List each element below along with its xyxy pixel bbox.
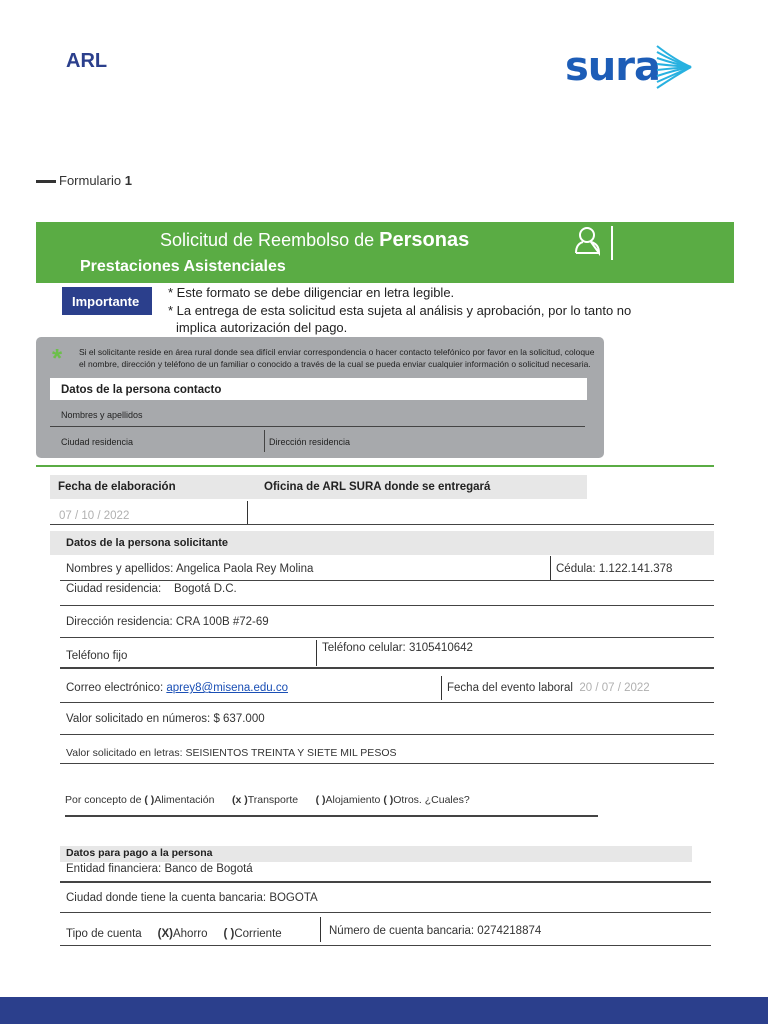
corriente-label: Corriente bbox=[234, 928, 282, 940]
divider bbox=[60, 945, 711, 946]
correo-link[interactable]: aprey8@misena.edu.co bbox=[166, 682, 288, 694]
cedula-field[interactable]: Cédula: 1.122.141.378 bbox=[556, 563, 673, 575]
divider bbox=[320, 917, 321, 942]
contact-address-field[interactable]: Dirección residencia bbox=[269, 437, 351, 447]
banner-subtitle: Prestaciones Asistenciales bbox=[80, 258, 286, 275]
fecha-evento-value: 20 / 07 / 2022 bbox=[579, 682, 650, 694]
oficina-label: Oficina de ARL SURA donde se entregará bbox=[264, 481, 491, 493]
sura-wing-icon bbox=[655, 42, 695, 92]
important-note-2: * La entrega de esta solicitud esta sujeta al análisis y aprobación, por lo tanto no bbox=[168, 303, 632, 318]
numero-cuenta-field[interactable]: Número de cuenta bancaria: 0274218874 bbox=[329, 925, 542, 937]
tipo-cuenta-row bbox=[66, 928, 282, 940]
correo-field[interactable] bbox=[66, 682, 288, 694]
ahorro-label: Ahorro bbox=[172, 928, 208, 940]
banner-title-emph: Personas bbox=[379, 229, 470, 251]
direccion-field[interactable]: Dirección residencia: CRA 100B #72-69 bbox=[66, 616, 269, 628]
tipo-cuenta-label: Tipo de cuenta bbox=[66, 928, 142, 940]
pago-title: Datos para pago a la persona bbox=[66, 847, 213, 859]
divider bbox=[60, 580, 714, 581]
banner-title bbox=[160, 229, 469, 252]
fecha-evento-field[interactable] bbox=[447, 682, 650, 694]
divider bbox=[60, 912, 711, 913]
contact-names-field[interactable]: Nombres y apellidos bbox=[61, 410, 143, 420]
alojamiento-label: Alojamiento bbox=[325, 794, 381, 806]
contact-section-title: Datos de la persona contacto bbox=[61, 384, 222, 396]
nombres-field[interactable]: Nombres y apellidos: Angelica Paola Rey Molina bbox=[66, 563, 314, 575]
entidad-field[interactable]: Entidad financiera: Banco de Bogotá bbox=[66, 863, 253, 875]
important-tag: Importante bbox=[62, 287, 152, 315]
otros-checkbox[interactable]: ( ) bbox=[383, 794, 394, 806]
alimentacion-checkbox[interactable]: ( ) bbox=[144, 794, 155, 806]
alimentacion-label: Alimentación bbox=[154, 794, 215, 806]
solicitante-title: Datos de la persona solicitante bbox=[66, 537, 228, 549]
transporte-checkbox[interactable]: (x ) bbox=[231, 794, 248, 806]
divider bbox=[50, 426, 585, 427]
corriente-checkbox[interactable]: ( ) bbox=[223, 928, 235, 940]
important-note-3: implica autorización del pago. bbox=[176, 320, 348, 335]
arl-label: ARL bbox=[66, 50, 108, 72]
ciudad-label: Ciudad residencia: bbox=[66, 583, 162, 595]
divider bbox=[60, 881, 711, 883]
divider bbox=[60, 702, 714, 703]
form-prefix: Formulario bbox=[59, 173, 122, 188]
sura-logo bbox=[565, 40, 700, 95]
concepto-label: Por concepto de bbox=[65, 794, 142, 806]
fecha-label: Fecha de elaboración bbox=[58, 481, 176, 493]
valor-numeros-field[interactable]: Valor solicitado en números: $ 637.000 bbox=[66, 713, 265, 725]
form-number bbox=[36, 173, 132, 188]
ahorro-checkbox[interactable]: (X) bbox=[157, 928, 173, 940]
telefono-fijo-field[interactable]: Teléfono fijo bbox=[66, 650, 128, 662]
form-number-value: 1 bbox=[124, 173, 132, 188]
divider bbox=[316, 640, 317, 666]
fecha-evento-label: Fecha del evento laboral bbox=[447, 682, 573, 694]
otros-label: Otros. ¿Cuales? bbox=[393, 794, 470, 806]
contact-city-field[interactable]: Ciudad residencia bbox=[61, 437, 134, 447]
divider bbox=[60, 763, 714, 764]
divider bbox=[65, 815, 598, 817]
green-divider bbox=[36, 465, 714, 467]
divider bbox=[441, 676, 442, 700]
rural-note-line1: Si el solicitante reside en área rural donde sea difícil enviar correspondencia o hacer contacto telefónico por favor en la solicitud, coloque bbox=[79, 347, 595, 357]
footer-bar bbox=[0, 997, 768, 1024]
divider bbox=[264, 430, 265, 452]
telefono-celular-field[interactable]: Teléfono celular: 3105410642 bbox=[322, 642, 473, 654]
divider bbox=[60, 637, 714, 638]
important-note-1: * Este formato se debe diligenciar en letra legible. bbox=[168, 285, 455, 300]
divider bbox=[60, 605, 714, 606]
ciudad-cuenta-field[interactable]: Ciudad donde tiene la cuenta bancaria: BOGOTA bbox=[66, 892, 318, 904]
fecha-field[interactable]: 07 / 10 / 2022 bbox=[59, 510, 130, 522]
ciudad-field[interactable] bbox=[66, 583, 237, 595]
ciudad-value: Bogotá D.C. bbox=[174, 583, 237, 595]
rural-note bbox=[79, 346, 699, 370]
rural-note-line2: el nombre, dirección y teléfono de un familiar o conocido a través de la cual se pueda enviar cualquier información o solicitud necesaria. bbox=[79, 359, 591, 369]
banner-title-prefix: Solicitud de Reembolso de bbox=[160, 230, 375, 250]
divider bbox=[50, 524, 714, 525]
divider bbox=[60, 734, 714, 735]
sura-logo-text: sura bbox=[565, 44, 661, 90]
concepto-row bbox=[65, 794, 470, 806]
dash-icon bbox=[36, 180, 56, 183]
divider bbox=[60, 667, 714, 669]
valor-letras-field[interactable]: Valor solicitado en letras: SEISIENTOS TREINTA Y SIETE MIL PESOS bbox=[66, 747, 397, 759]
banner-divider bbox=[611, 226, 613, 260]
alojamiento-checkbox[interactable]: ( ) bbox=[315, 794, 326, 806]
transporte-label: Transporte bbox=[247, 794, 299, 806]
person-icon bbox=[572, 223, 606, 259]
divider bbox=[247, 501, 248, 524]
correo-label: Correo electrónico: bbox=[66, 682, 164, 694]
asterisk-icon: * bbox=[52, 343, 63, 373]
divider bbox=[550, 556, 551, 580]
